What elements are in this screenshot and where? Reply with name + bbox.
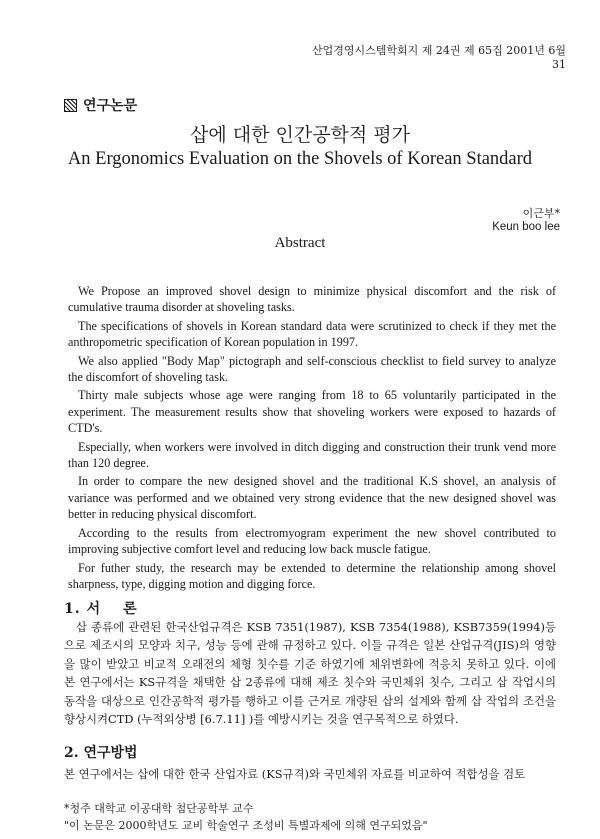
abstract-paragraph: According to the results from electromyogram experiment the new shovel contributed to improving subjective comfort level and reducing low back muscle fatigue. — [68, 525, 556, 557]
abstract-body — [68, 283, 556, 592]
author-name-korean: 이근부* — [522, 207, 560, 220]
section-number: 1. — [64, 601, 81, 617]
section-label — [64, 95, 137, 115]
section-title-part: 서 — [86, 601, 102, 617]
footnotes — [64, 800, 556, 834]
footnote-affiliation: *청주 대학교 이공대학 첨단공학부 교수 — [64, 802, 254, 815]
abstract-paragraph: Thirty male subjects whose age were ranging from 18 to 65 voluntarily participated in the experiment. The measurement results show that shoveling workers were exposed to hazards of CTD's. — [68, 388, 556, 436]
footnote-funding: "이 논문은 2000학년도 교비 학술연구 조성비 특별과제에 의해 연구되었음" — [64, 819, 428, 832]
section-label-text: 연구논문 — [83, 98, 138, 114]
abstract-paragraph: We Propose an improved shovel design to minimize physical discomfort and the risk of cumulative trauma disorder at shoveling tasks. — [68, 284, 556, 315]
section-title-part: 론 — [123, 601, 138, 617]
abstract-paragraph: For futher study, the research may be extended to determine the relationship among shovel sharpness, type, digging motion and digging force. — [68, 560, 556, 591]
section-heading-introduction — [64, 598, 138, 618]
page-number: 31 — [552, 58, 566, 71]
introduction-paragraph: 삽 종류에 관련된 한국산업규격은 KSB 7351(1987), KSB 7354(1988), KSB7359(1994)등으로 제조시의 모양과 치구, 성능 등에 관해 규정하고 있다. 이들 규격은 일본 산업규격(JIS)의 영향을 많이 받았고 비교적 오래전의 체형 칫수를 기준 하였기에 체위변화에 적응치 못하고 있다. 이에 본 연구에서는 KS규격을 채택한 삽 2종류에 대해 제조 칫수와 국민체위 칫수, 그리고 삽 작업시의 동작을 대상으로 인간공학적 평가를 행하고 이를 근거로 개량된 삽의 설계와 함께 삽 작업의 조건을 향상시켜CTD (누적외상병 [6.7.11] )를 예방시키는 것을 연구목적으로 하였다. — [64, 620, 556, 727]
abstract-heading: Abstract — [274, 235, 326, 251]
abstract-paragraph: The specifications of shovels in Korean standard data were scrutinized to check if they met the anthropometric specification of Korean population in 1997. — [68, 318, 556, 350]
methods-paragraph: 본 연구에서는 삽에 대한 한국 산업자료 (KS규격)와 국민체위 자료를 비교하여 적합성을 검토 — [64, 767, 526, 781]
introduction-body — [64, 618, 556, 728]
section-heading-methods: 2. 연구방법 — [64, 745, 138, 761]
abstract-paragraph: We also applied "Body Map" pictograph and self-conscious checklist to field survey to analyze the discomfort of shoveling task. — [68, 353, 556, 385]
hatched-square-icon — [64, 99, 77, 112]
paper-title-english: An Ergonomics Evaluation on the Shovels of Korean Standard — [67, 149, 533, 169]
author-name-english: Keun boo lee — [492, 221, 560, 233]
abstract-paragraph: Especially, when workers were involved in ditch digging and construction their trunk vend more than 120 degree. — [68, 439, 556, 471]
paper-title-korean: 삽에 대한 인간공학적 평가 — [189, 124, 410, 146]
journal-info: 산업경영시스템학회지 제 24권 제 65집 2001년 6월 — [312, 44, 566, 57]
journal-header — [300, 42, 566, 71]
methods-body — [64, 765, 556, 783]
abstract-paragraph: In order to compare the new designed shovel and the traditional K.S shovel, an analysis of variance was performed and we obtained very strong evidence that the new designed shovel was better in reducing physical discomfort. — [68, 474, 556, 522]
